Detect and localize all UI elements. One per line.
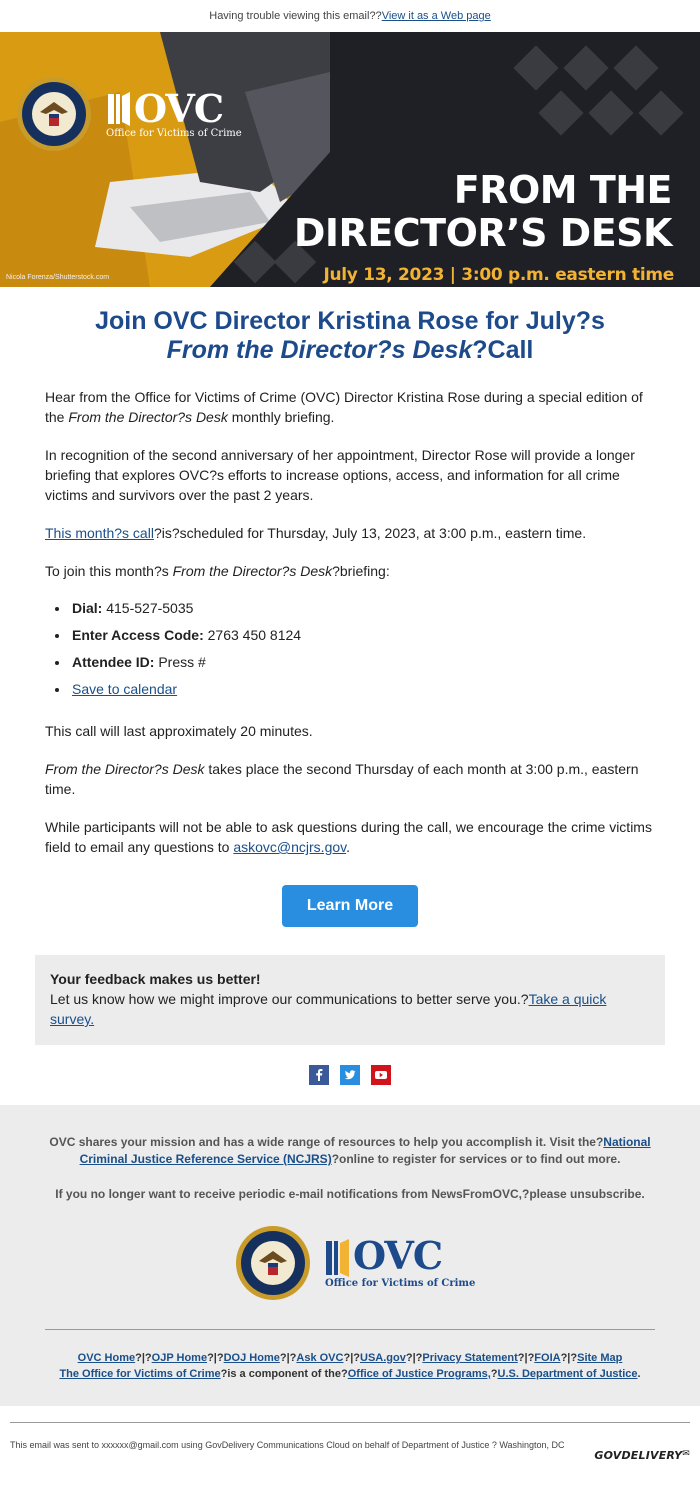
component-sep: ? xyxy=(490,1368,498,1380)
doj-home-link[interactable]: DOJ Home xyxy=(223,1352,280,1364)
footer-logo-text: OVC xyxy=(353,1233,443,1278)
footer-divider xyxy=(45,1329,655,1330)
intro-text-em: From the Director?s Desk xyxy=(68,409,228,425)
learn-more-button[interactable]: Learn More xyxy=(282,885,418,927)
footer-logo-subtitle: Office for Victims of Crime xyxy=(325,1278,476,1289)
frequency-paragraph xyxy=(45,759,655,799)
join-text-em: From the Director?s Desk xyxy=(172,563,333,579)
questions-paragraph xyxy=(45,817,655,857)
questions-end: . xyxy=(346,839,350,855)
feedback-text: Let us know how we might improve our communications to better serve you.? xyxy=(50,991,529,1007)
attendee-value: Press # xyxy=(154,654,206,670)
banner-title-line1: FROM THE xyxy=(453,168,672,212)
social-links xyxy=(0,1065,700,1085)
cta-wrapper xyxy=(0,885,700,927)
join-paragraph xyxy=(45,561,655,581)
list-item-dial xyxy=(70,595,655,622)
photo-credit: Nicola Forenza/Shutterstock.com xyxy=(6,274,110,281)
save-to-calendar-link[interactable]: Save to calendar xyxy=(72,681,178,697)
dial-label: Dial: xyxy=(72,600,103,616)
join-text-a: To join this month?s xyxy=(45,563,173,579)
footer-ncjrs-text-b: ?online to register for services or to find out more. xyxy=(331,1152,621,1166)
view-web-link[interactable]: View it as a Web page xyxy=(381,10,491,22)
doj-seal-icon xyxy=(16,76,92,152)
unsubscribe-paragraph: If you no longer want to receive periodic e-mail notifications from NewsFromOVC,?please unsubscribe. xyxy=(55,1187,645,1201)
ovc-component-link[interactable]: The Office for Victims of Crime xyxy=(59,1368,221,1380)
govdelivery-text: GOVDELIVERY xyxy=(594,1449,683,1462)
feedback-title: Your feedback makes us better! xyxy=(50,971,261,987)
footer-link-row xyxy=(45,1350,655,1366)
this-month-call-link[interactable]: This month?s call xyxy=(45,525,154,541)
footer-component-row xyxy=(45,1366,655,1382)
govdelivery-logo[interactable] xyxy=(594,1449,690,1462)
schedule-paragraph xyxy=(45,523,655,543)
privacy-statement-link[interactable]: Privacy Statement xyxy=(422,1352,518,1364)
feedback-box xyxy=(35,955,665,1045)
twitter-icon[interactable] xyxy=(340,1065,360,1085)
duration-paragraph: This call will last approximately 20 minutes. xyxy=(45,723,313,739)
foia-link[interactable]: FOIA xyxy=(534,1352,561,1364)
component-text: ?is a component of the? xyxy=(220,1368,348,1380)
footer-ncjrs-text-a: OVC shares your mission and has a wide range of resources to help you accomplish it. Visit the? xyxy=(49,1135,604,1149)
govdelivery-mail-icon: ✉ xyxy=(682,1449,690,1459)
access-code-value: 2763 450 8124 xyxy=(203,627,302,643)
dial-value: 415-527-5035 xyxy=(102,600,194,616)
list-item-calendar xyxy=(70,676,655,703)
email-preheader xyxy=(0,0,700,32)
facebook-icon[interactable] xyxy=(309,1065,329,1085)
anniversary-paragraph: In recognition of the second anniversary of her appointment, Director Rose will provide a longer briefing that explores OVC?s efforts to increase options, access, and information for all crime victims and survivors over the past 2 years. xyxy=(45,447,635,503)
ovc-home-link[interactable]: OVC Home xyxy=(77,1352,136,1364)
link-separator: ?|? xyxy=(517,1352,535,1364)
schedule-text: ?is?scheduled for Thursday, July 13, 2023, at 3:00 p.m., eastern time. xyxy=(153,525,587,541)
intro-text-b: monthly briefing. xyxy=(227,409,335,425)
ojp-home-link[interactable]: OJP Home xyxy=(151,1352,208,1364)
component-end: . xyxy=(637,1368,641,1380)
usa-gov-link[interactable]: USA.gov xyxy=(360,1352,406,1364)
intro-text-a: Hear from the Office for Victims of Crime (OVC) Director Kristina Rose during a special edition of the xyxy=(45,389,643,425)
ovc-footer-logo xyxy=(325,1233,476,1291)
link-separator: ?|? xyxy=(279,1352,297,1364)
ask-ovc-link[interactable]: Ask OVC xyxy=(296,1352,344,1364)
headline-line2-rest: ?Call xyxy=(472,336,534,364)
email-body xyxy=(0,307,700,857)
sent-to-note: This email was sent to xxxxxx@gmail.com using GovDelivery Communications Cloud on behalf of Department of Justice ? Washington, DC xyxy=(10,1440,565,1450)
banner-title xyxy=(294,169,672,255)
list-item-access-code xyxy=(70,622,655,649)
banner-title-line2: DIRECTOR’S DESK xyxy=(293,211,672,255)
intro-paragraph xyxy=(45,387,655,427)
footer-links xyxy=(45,1350,655,1382)
list-item-attendee xyxy=(70,649,655,676)
hero-banner xyxy=(0,32,700,287)
survey-link[interactable]: Take a quick survey. xyxy=(50,991,607,1027)
bottom-bar xyxy=(10,1422,690,1482)
ovc-banner-logo xyxy=(106,86,256,142)
questions-text: While participants will not be able to ask questions during the call, we encourage the crime victims field to email any questions to xyxy=(45,819,652,855)
ojp-component-link[interactable]: Office of Justice Programs, xyxy=(347,1368,491,1380)
link-separator: ?|? xyxy=(207,1352,224,1364)
preheader-text: Having trouble viewing this email?? xyxy=(209,10,382,22)
banner-logo-subtitle: Office for Victims of Crime xyxy=(106,128,242,139)
banner-date: July 13, 2023 | 3:00 p.m. eastern time xyxy=(323,265,674,285)
doj-component-link[interactable]: U.S. Department of Justice xyxy=(497,1368,638,1380)
link-separator: ?|? xyxy=(560,1352,578,1364)
link-separator: ?|? xyxy=(343,1352,360,1364)
link-separator: ?|? xyxy=(135,1352,152,1364)
access-code-label: Enter Access Code: xyxy=(72,627,204,643)
site-map-link[interactable]: Site Map xyxy=(577,1352,623,1364)
footer xyxy=(0,1105,700,1406)
attendee-label: Attendee ID: xyxy=(72,654,155,670)
join-details-list xyxy=(70,595,655,703)
frequency-text-em: From the Director?s Desk xyxy=(45,761,205,777)
askovc-email-link[interactable]: askovc@ncjrs.gov xyxy=(233,839,347,855)
headline xyxy=(45,307,655,365)
footer-logos xyxy=(45,1225,655,1301)
frequency-text: takes place the second Thursday of each month at 3:00 p.m., eastern time. xyxy=(45,761,639,797)
doj-seal-icon xyxy=(235,1225,311,1301)
banner-logo-text: OVC xyxy=(134,86,224,131)
ncjrs-link[interactable]: National Criminal Justice Reference Service (NCJRS) xyxy=(79,1135,651,1166)
link-separator: ?|? xyxy=(405,1352,423,1364)
footer-ncjrs-paragraph xyxy=(45,1134,655,1168)
headline-line2-em: From the Director?s Desk xyxy=(166,336,473,364)
youtube-icon[interactable] xyxy=(371,1065,391,1085)
join-text-b: ?briefing: xyxy=(332,563,390,579)
headline-line1: Join OVC Director Kristina Rose for July?s xyxy=(95,307,605,335)
